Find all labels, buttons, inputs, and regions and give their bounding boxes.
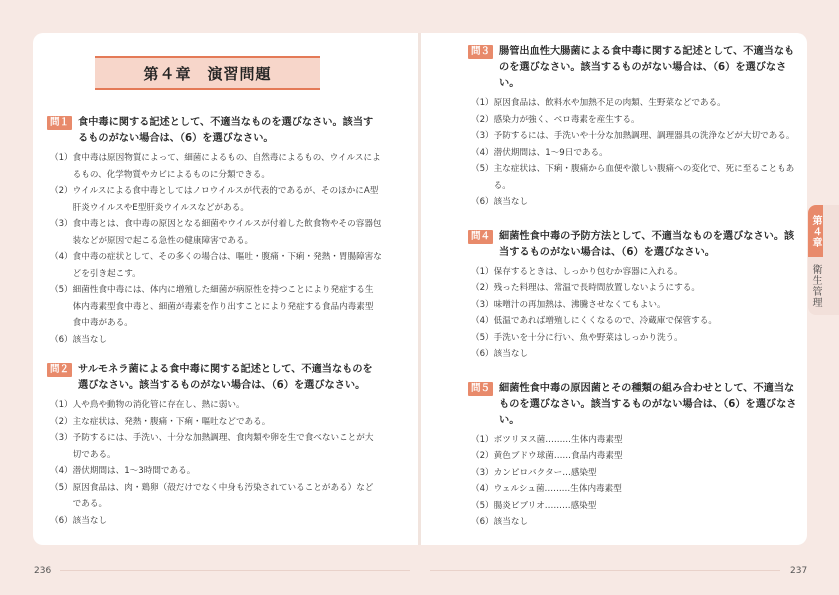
option-text: ウイルスによる食中毒としてはノロウイルスが代表的であるが、そのほかにA型肝炎ウイルスやE型肝炎ウイルスなどがある。 xyxy=(72,186,379,213)
option-text: 主な症状は、発熱・腹痛・下痢・嘔吐などである。 xyxy=(72,416,271,427)
option-text: 原因食品は、飲料水や加熱不足の肉類、生野菜などである。 xyxy=(493,98,726,108)
option-item xyxy=(468,481,798,498)
option-item xyxy=(468,128,798,145)
option-item xyxy=(468,448,798,465)
option-number: （1） xyxy=(50,153,73,163)
option-number: （6） xyxy=(471,517,494,527)
option-text: 味噌汁の再加熱は、沸騰させなくてもよい。 xyxy=(493,299,666,310)
option-text: 予防するには、手洗い、十分な加熱調理、食肉類や卵を生で食べないことが大切である。 xyxy=(72,433,374,460)
option-text: 食中毒は原因物質によって、細菌によるもの、自然毒によるもの、ウイルスによるもの、化学物質やカビによるものに分類できる。 xyxy=(72,153,381,180)
option-item xyxy=(468,95,798,112)
option-item xyxy=(47,282,382,332)
question-header xyxy=(468,229,798,261)
option-list xyxy=(468,95,798,211)
option-number: （3） xyxy=(50,433,73,443)
question-4 xyxy=(468,229,798,363)
option-item xyxy=(47,332,382,349)
option-item xyxy=(468,346,798,363)
option-item xyxy=(47,480,382,513)
option-text: 食中毒とは、食中毒の原因となる細菌やウイルスが付着した飲食物やその容器包装などが原因で起こる急性の健康障害である。 xyxy=(72,219,382,246)
option-number: （2） xyxy=(50,186,73,196)
option-item xyxy=(468,264,798,281)
option-number: （4） xyxy=(50,466,73,476)
question-header xyxy=(468,44,798,92)
option-text: 食中毒の症状として、その多くの場合は、嘔吐・腹痛・下痢・発熱・胃腸障害などを引き起こす。 xyxy=(72,252,382,279)
option-number: （1） xyxy=(50,400,73,410)
option-number: （6） xyxy=(50,334,73,345)
option-text: 該当なし xyxy=(493,349,529,359)
option-number: （1） xyxy=(471,434,494,445)
option-number: （3） xyxy=(471,467,494,478)
side-tab-subject: 衛生管理 xyxy=(810,264,821,308)
option-text: カンピロバクター…感染型 xyxy=(493,467,597,478)
option-number: （4） xyxy=(471,484,494,494)
option-item xyxy=(47,397,382,414)
option-text: 原因食品は、肉・鶏卵（殻だけでなく中身も汚染されていることがある）などである。 xyxy=(72,482,374,509)
question-badge: 問２ xyxy=(47,363,72,377)
option-list xyxy=(468,264,798,363)
option-number: （5） xyxy=(471,332,494,343)
question-badge: 問１ xyxy=(47,116,72,130)
option-text: 潜伏期間は、1～9日である。 xyxy=(493,147,608,158)
option-text: 主な症状は、下痢・腹痛から血便や激しい腹痛への変化で、死に至ることもある。 xyxy=(493,164,795,191)
option-text: 人や鳥や動物の消化管に存在し、熱に弱い。 xyxy=(72,400,245,410)
right-column xyxy=(468,44,798,545)
option-number: （1） xyxy=(471,266,494,277)
option-text: 低温であれば増殖しにくくなるので、冷蔵庫で保管する。 xyxy=(493,316,717,326)
option-item xyxy=(468,194,798,211)
option-item xyxy=(47,150,382,183)
page-number-left: 236 xyxy=(34,566,52,576)
option-text: 該当なし xyxy=(72,515,108,526)
option-number: （3） xyxy=(50,219,73,229)
question-text: サルモネラ菌による食中毒に関する記述として、不適当なものを選びなさい。該当するものがない場合は、（6）を選びなさい。 xyxy=(78,364,373,391)
footer-rule-left xyxy=(60,570,410,571)
option-text: 手洗いを十分に行い、魚や野菜はしっかり洗う。 xyxy=(493,332,683,343)
option-text: 残った料理は、常温で長時間放置しないようにする。 xyxy=(493,283,700,293)
option-number: （3） xyxy=(471,131,494,141)
option-item xyxy=(468,297,798,314)
option-item xyxy=(468,514,798,531)
option-number: （6） xyxy=(471,349,494,359)
question-2 xyxy=(47,362,382,529)
option-text: 腸炎ビブリオ………感染型 xyxy=(493,500,597,511)
left-column xyxy=(47,115,382,543)
option-text: ボツリヌス菌………生体内毒素型 xyxy=(493,434,623,445)
question-badge: 問３ xyxy=(468,45,493,59)
option-list xyxy=(47,397,382,529)
question-5 xyxy=(468,381,798,531)
option-number: （5） xyxy=(50,285,73,295)
option-item xyxy=(47,513,382,530)
option-list xyxy=(47,150,382,348)
option-item xyxy=(47,249,382,282)
option-number: （4） xyxy=(50,252,73,262)
chapter-side-tab[interactable] xyxy=(808,205,839,315)
option-item xyxy=(468,330,798,347)
option-number: （1） xyxy=(471,98,494,108)
option-number: （5） xyxy=(471,164,494,174)
option-number: （4） xyxy=(471,147,494,158)
option-item xyxy=(468,313,798,330)
option-item xyxy=(47,430,382,463)
option-item xyxy=(47,216,382,249)
option-number: （4） xyxy=(471,316,494,326)
question-text: 食中毒に関する記述として、不適当なものを選びなさい。該当するものがない場合は、（6）を選びなさい。 xyxy=(78,117,374,144)
footer-rule-right xyxy=(430,570,780,571)
option-item xyxy=(468,145,798,162)
side-tab-chapter: 第４章 xyxy=(808,205,823,257)
question-1 xyxy=(47,115,382,348)
option-item xyxy=(47,414,382,431)
option-text: 黄色ブドウ球菌……食品内毒素型 xyxy=(493,451,623,461)
option-item xyxy=(468,465,798,482)
chapter-title: 第４章 演習問題 xyxy=(95,56,320,90)
option-item xyxy=(468,112,798,129)
option-number: （2） xyxy=(471,451,494,461)
option-text: 予防するには、手洗いや十分な加熱調理、調理器具の洗浄などが大切である。 xyxy=(493,131,795,141)
option-item xyxy=(468,432,798,449)
option-number: （5） xyxy=(471,500,494,511)
question-text: 細菌性食中毒の予防方法として、不適当なものを選びなさい。該当するものがない場合は、（6）を選びなさい。 xyxy=(499,230,795,258)
option-text: 保存するときは、しっかり包むか容器に入れる。 xyxy=(493,266,683,277)
option-list xyxy=(468,432,798,531)
option-number: （2） xyxy=(50,416,73,427)
option-text: 潜伏期間は、1～3時間である。 xyxy=(72,466,196,476)
option-item xyxy=(47,183,382,216)
question-text: 腸管出血性大腸菌による食中毒に関する記述として、不適当なものを選びなさい。該当するものがない場合は、（6）を選びなさい。 xyxy=(499,46,795,89)
page-gutter xyxy=(418,33,421,545)
option-text: 該当なし xyxy=(493,197,529,207)
question-header xyxy=(47,362,382,394)
option-number: （6） xyxy=(50,515,73,526)
option-text: 該当なし xyxy=(493,517,529,527)
option-text: 該当なし xyxy=(72,334,108,345)
question-text: 細菌性食中毒の原因菌とその種類の組み合わせとして、不適当なものを選びなさい。該当するものがない場合は、（6）を選びなさい。 xyxy=(499,382,797,426)
option-number: （2） xyxy=(471,114,494,125)
question-header xyxy=(468,381,798,429)
question-header xyxy=(47,115,382,147)
option-text: ウェルシュ菌………生体内毒素型 xyxy=(493,484,622,494)
question-3 xyxy=(468,44,798,211)
option-item xyxy=(468,280,798,297)
option-text: 感染力が強く、ベロ毒素を産生する。 xyxy=(493,114,640,125)
question-badge: 問４ xyxy=(468,230,493,244)
page-number-right: 237 xyxy=(790,566,808,576)
option-number: （3） xyxy=(471,299,494,310)
option-text: 細菌性食中毒には、体内に増殖した細菌が病原性を持つことにより発症する生体内毒素型食中毒と、細菌が毒素を作り出すことにより発症する食品内毒素型食中毒がある。 xyxy=(72,285,374,328)
question-badge: 問５ xyxy=(468,382,493,396)
option-number: （5） xyxy=(50,482,73,493)
option-number: （2） xyxy=(471,283,494,293)
option-item xyxy=(47,463,382,480)
option-item xyxy=(468,498,798,515)
option-number: （6） xyxy=(471,197,494,207)
option-item xyxy=(468,161,798,194)
